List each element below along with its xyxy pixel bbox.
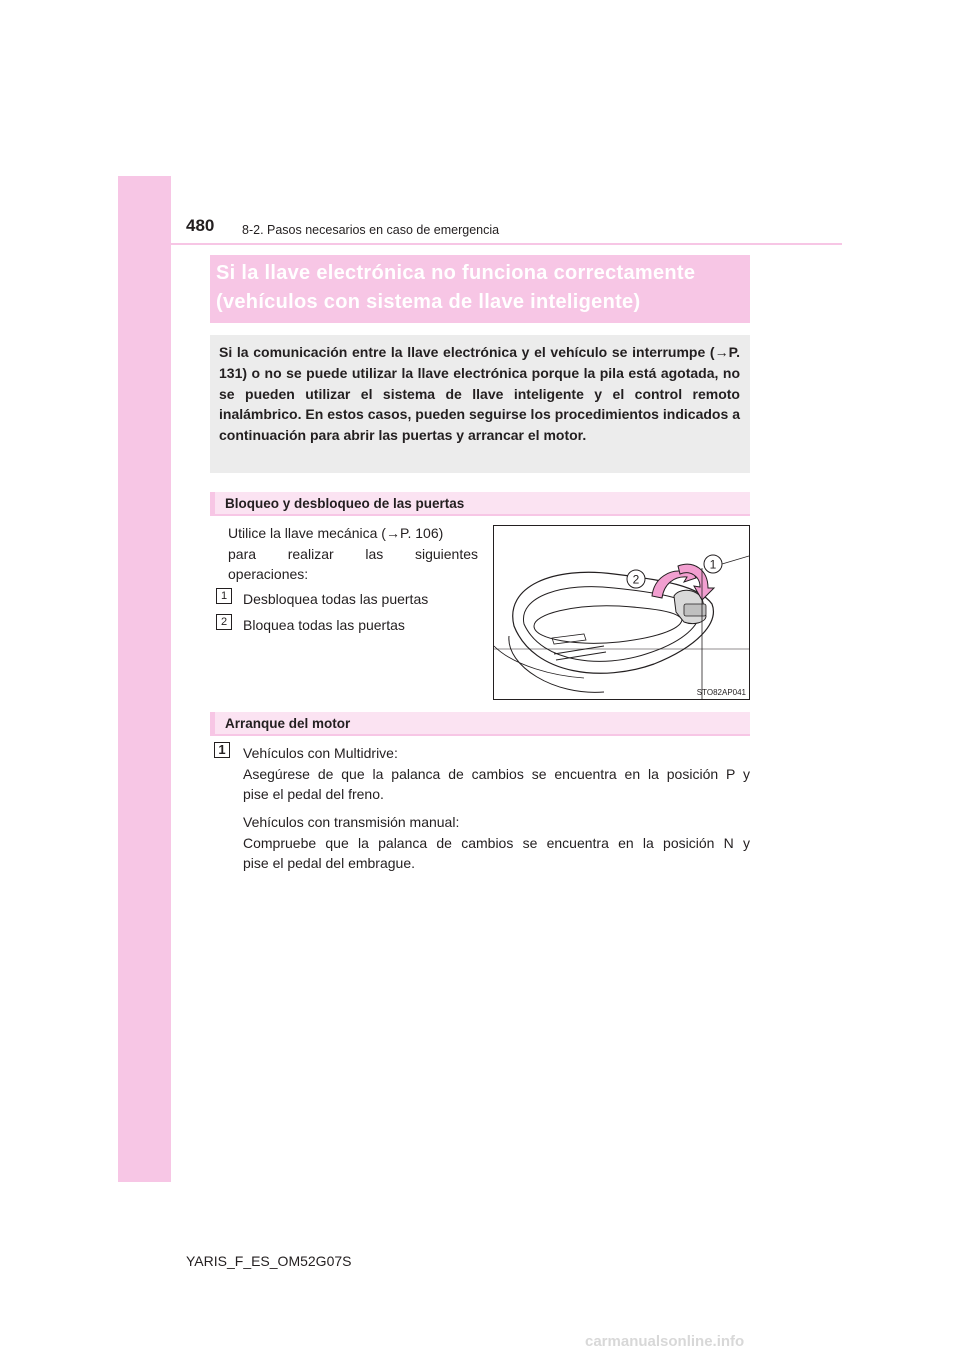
watermark: carmanualsonline.info [585,1333,745,1350]
item-text-lock: Bloquea todas las puertas [243,617,405,633]
doors-instructions [228,523,478,585]
section-header-bar [210,712,215,734]
doors-line-2: para realizar las siguientes [228,545,478,562]
figure-code: STO82AP041 [696,688,746,697]
item-text-unlock: Desbloquea todas las puertas [243,591,429,607]
multidrive-line-1: Vehículos con Multidrive: [243,745,398,761]
page-number: 480 [186,216,215,235]
multidrive-line-3: pise el pedal del freno. [243,786,384,802]
section-title: 8-2. Pasos necesarios en caso de emergencia [242,223,500,237]
doors-line-1: Utilice la llave mecánica (→P. 106) [228,525,444,541]
item-number-1: 1 [216,588,232,604]
doors-section-header [210,492,750,516]
manual-line-3: pise el pedal del embrague. [243,855,416,871]
doors-line-3: operaciones: [228,566,309,582]
manual-line-2: Compruebe que la palanca de cambios se encuentra en la posición N y [243,834,750,851]
side-color-band [118,176,171,1182]
section-header-bar [210,492,215,514]
page-title-line-1: Si la llave electrónica no funciona correctamente [216,262,696,284]
figure-callout-1: 1 [709,557,717,572]
engine-manual-text [243,812,750,874]
intro-box: Si la comunicación entre la llave electrónica y el vehículo se interrumpe (→P. 131) o no se puede utilizar la llave electrónica porque la pila está agotada, no se pueden utilizar el sistema de llave inteligente y el control remoto inalámbrico. En estos casos, pueden seguirse los procedimientos indicados a continuación para abrir las puertas y arrancar el motor. [210,335,750,473]
engine-multidrive-text [243,743,750,805]
page-title-line-2: (vehículos con sistema de llave inteligente) [216,291,641,313]
figure-callout-2: 2 [632,572,640,587]
page-title [210,255,750,323]
door-handle-figure [493,525,750,700]
item-number-2: 2 [216,614,232,630]
header-rule [118,243,842,245]
door-handle-illustration [494,526,749,699]
step-number-1: 1 [214,742,230,758]
footer-code: YARIS_F_ES_OM52G07S [186,1253,352,1269]
manual-line-1: Vehículos con transmisión manual: [243,814,460,830]
engine-section-title: Arranque del motor [225,716,351,731]
engine-section-header [210,712,750,736]
doors-section-title: Bloqueo y desbloqueo de las puertas [225,496,465,511]
multidrive-line-2: Asegúrese de que la palanca de cambios se encuentra en la posición P y [243,765,750,782]
